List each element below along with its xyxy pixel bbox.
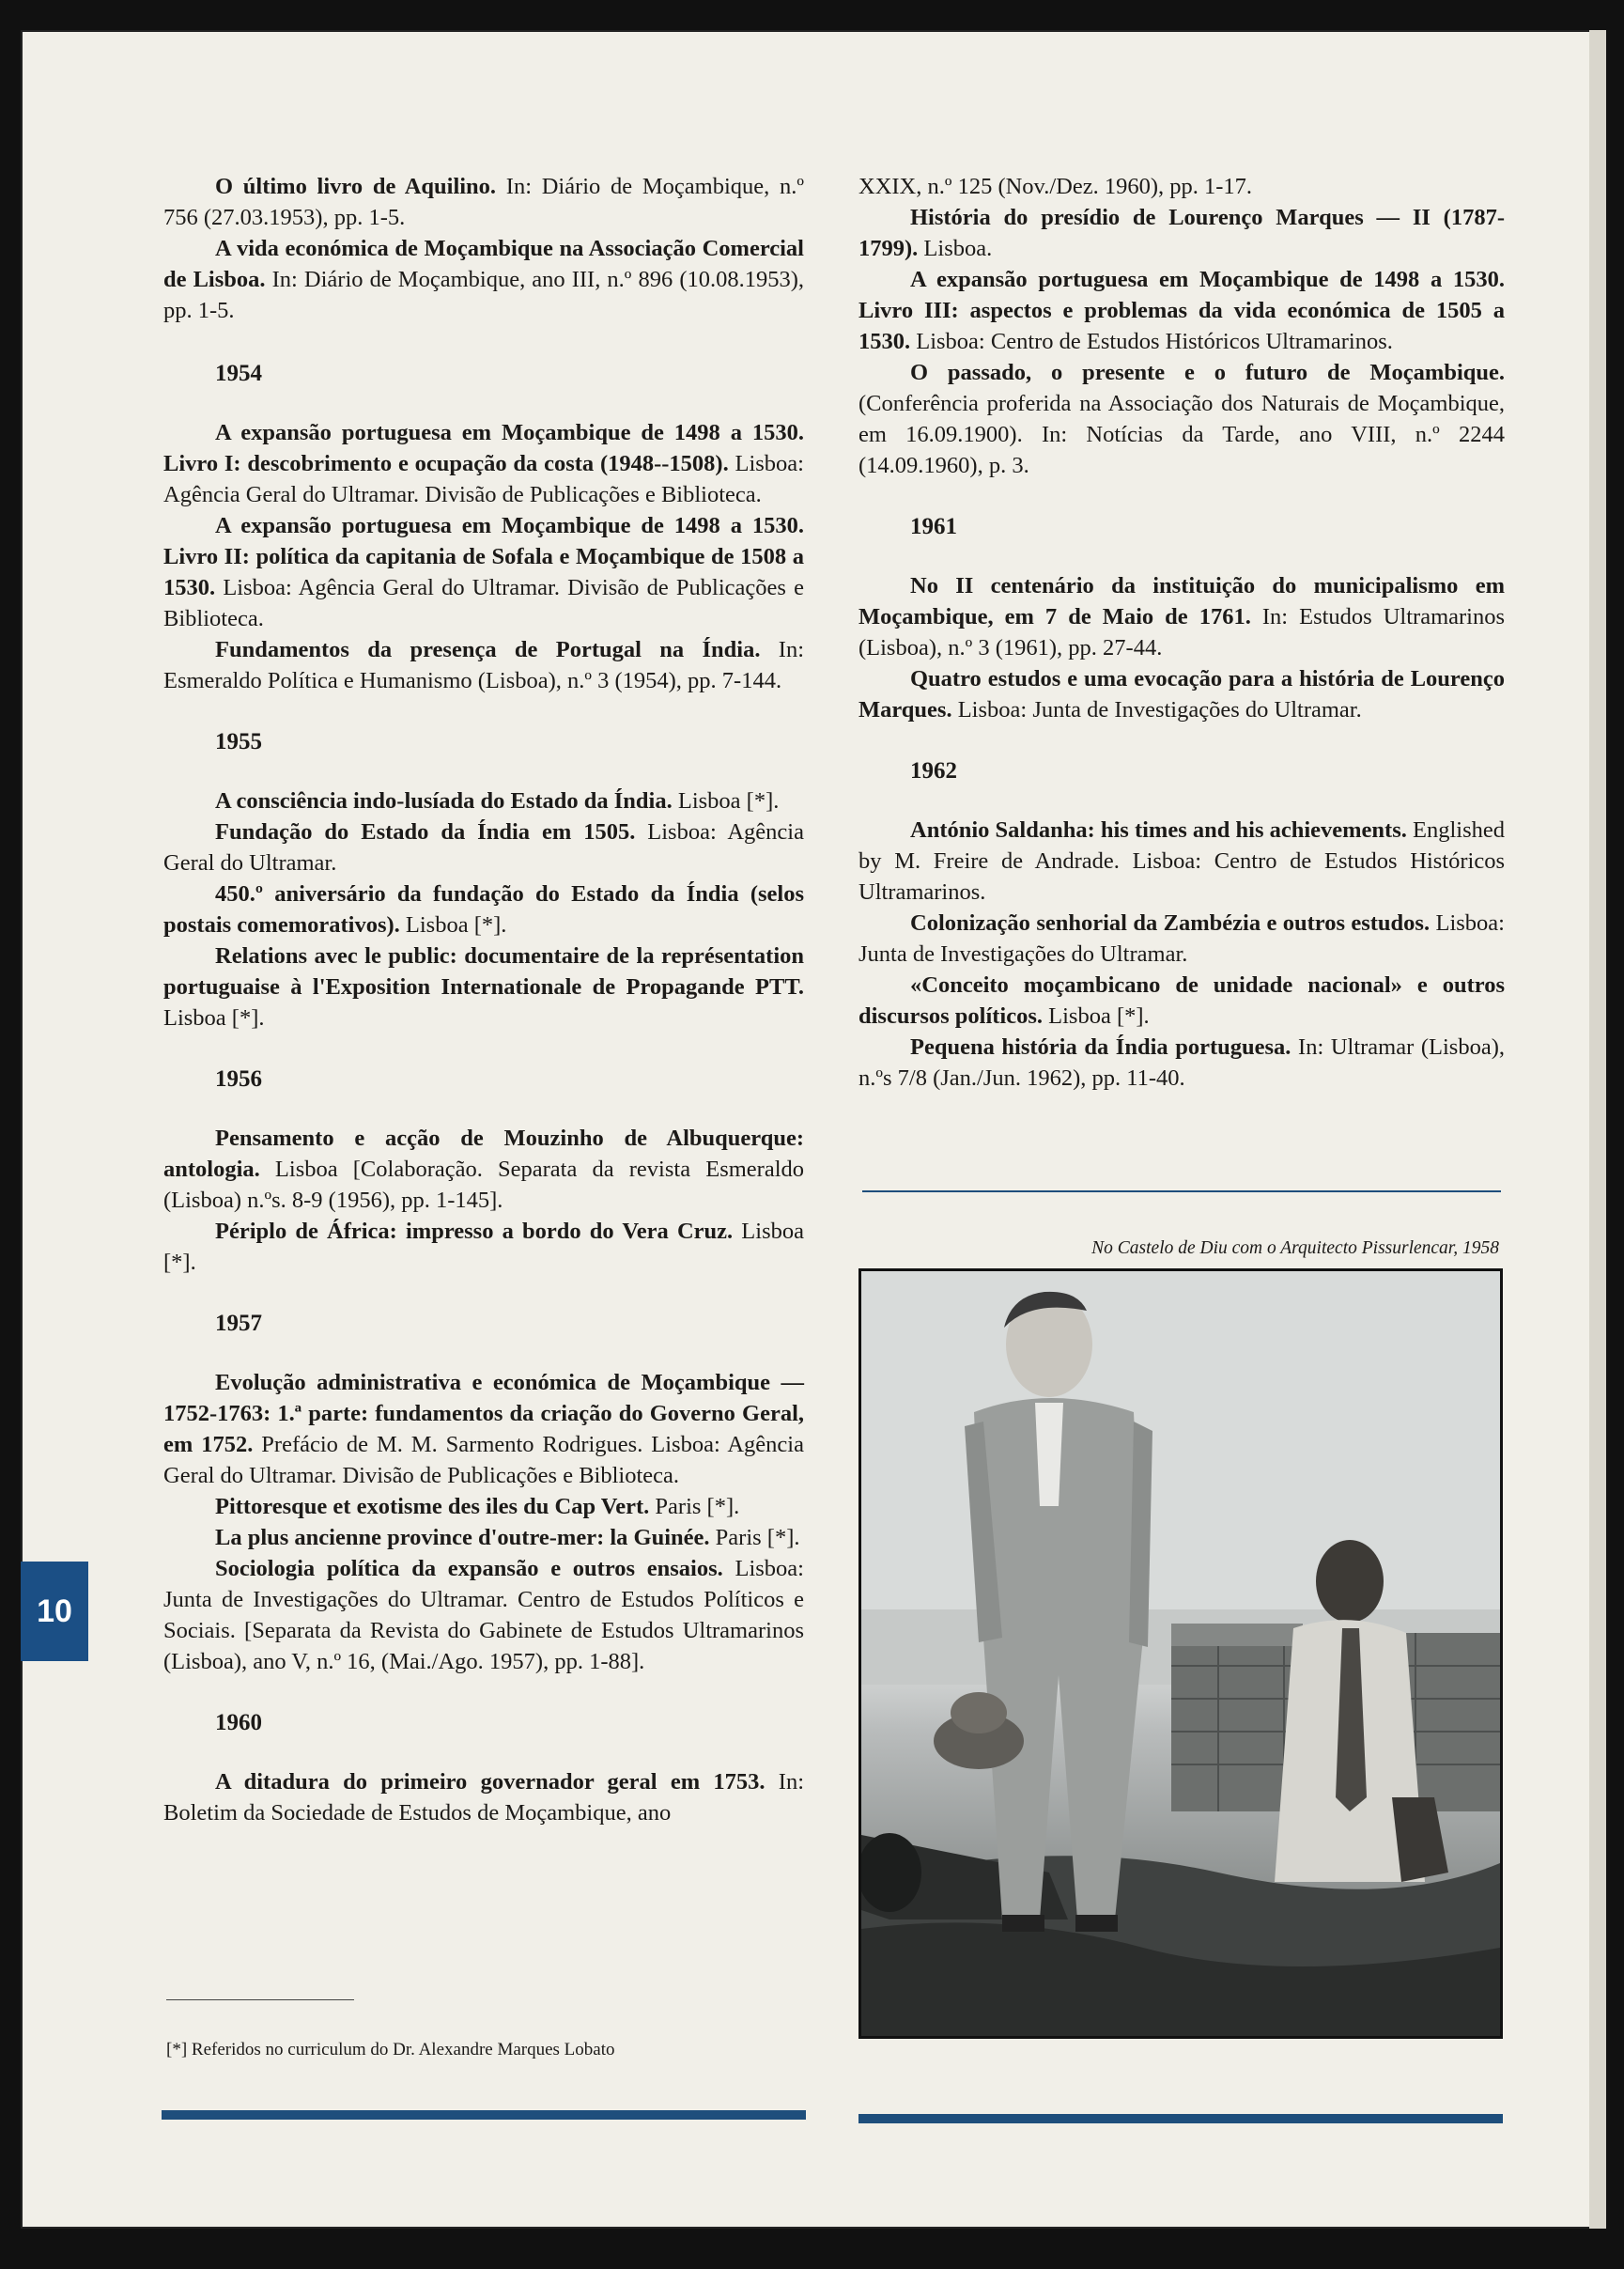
- bibliography-entry: [858, 908, 1505, 970]
- entry-details: Paris [*].: [649, 1494, 740, 1519]
- entry-title: Evolução administrativa e económica de Moçambique — 1752-1763: 1.ª parte: fundamentos da criação do Governo Geral, em 1752.: [163, 1370, 804, 1457]
- entry-title: Sociologia política da expansão e outros ensaios.: [215, 1556, 723, 1581]
- year-heading: 1955: [215, 729, 262, 754]
- bibliography-entry: [163, 816, 804, 878]
- entry-details: Lisboa: Junta de Investigações do Ultramar. Centro de Estudos Políticos e Sociais. [Separata da Revista do Gabinete de Estudos Ultramarinos (Lisboa), ano V, n.º 16, (Mai./Ago. 1957), pp. 1-88].: [163, 1556, 804, 1674]
- photo-illustration: [861, 1271, 1500, 2036]
- entry-details: In: Esmeraldo Política e Humanismo (Lisboa), n.º 3 (1954), pp. 7-144.: [163, 637, 805, 693]
- bibliography-entry: [858, 357, 1505, 481]
- photograph: [858, 1268, 1503, 2039]
- entry-details: Lisboa [Colaboração. Separata da revista Esmeraldo (Lisboa) n.ºs. 8-9 (1956), pp. 1-145].: [163, 1157, 804, 1213]
- entry-title: La plus ancienne province d'outre-mer: la Guinée.: [215, 1525, 710, 1550]
- entry-title: A expansão portuguesa em Moçambique de 1498 a 1530. Livro III: aspectos e problemas da vida económica de 1505 a 1530.: [858, 267, 1505, 354]
- footnote: [*] Referidos no curriculum do Dr. Alexandre Marques Lobato: [166, 2040, 615, 2059]
- entry-title: 450.º aniversário da fundação do Estado da Índia (selos postais comemorativos).: [163, 881, 804, 938]
- bibliography-entry: [163, 878, 804, 940]
- bottom-accent-bar-left: [162, 2110, 806, 2120]
- entry-details: Lisboa [*].: [1043, 1003, 1150, 1029]
- entry-details: In: Diário de Moçambique, n.º 756 (27.03.1953), pp. 1-5.: [163, 174, 804, 230]
- bibliography-entry: [858, 815, 1505, 908]
- year-heading: 1954: [215, 361, 262, 386]
- bibliography-entry: [163, 940, 804, 1033]
- bibliography-entry: [163, 171, 804, 233]
- page-number-tab: 10: [21, 1562, 88, 1661]
- entry-details: Lisboa: Agência Geral do Ultramar. Divisão de Publicações e Biblioteca.: [163, 575, 804, 631]
- year-heading: 1962: [910, 758, 957, 784]
- entry-details: Lisboa: Junta de Investigações do Ultramar.: [951, 697, 1362, 723]
- entry-details: Lisboa: Agência Geral do Ultramar.: [163, 819, 804, 876]
- bibliography-entry: [858, 202, 1505, 264]
- bibliography-entry: [858, 970, 1505, 1032]
- entry-details: Lisboa: Junta de Investigações do Ultramar.: [858, 910, 1505, 967]
- entry-details: Lisboa [*].: [399, 912, 507, 938]
- left-column: [163, 171, 804, 1828]
- entry-title: Fundação do Estado da Índia em 1505.: [215, 819, 636, 845]
- bibliography-entry: [858, 1032, 1505, 1094]
- year-heading: 1961: [910, 514, 957, 539]
- bottom-accent-bar-right: [858, 2114, 1503, 2123]
- bibliography-entry: [163, 1216, 804, 1278]
- bibliography-entry: [858, 570, 1505, 663]
- bibliography-entry: [163, 1553, 804, 1677]
- entry-title: O último livro de Aquilino.: [215, 174, 497, 199]
- bibliography-entry: [858, 264, 1505, 357]
- entry-title: Fundamentos da presença de Portugal na Índia.: [215, 637, 761, 662]
- bibliography-continuation: XXIX, n.º 125 (Nov./Dez. 1960), pp. 1-17.: [858, 174, 1253, 199]
- entry-details: Lisboa [*].: [163, 1005, 265, 1031]
- bibliography-entry: [163, 634, 804, 696]
- entry-details: Lisboa.: [918, 236, 993, 261]
- entry-title: A vida económica de Moçambique na Associação Comercial de Lisboa.: [163, 236, 804, 292]
- page-edge: [1589, 30, 1606, 2229]
- right-column: [858, 171, 1505, 1094]
- entry-details: In: Ultramar (Lisboa), n.ºs 7/8 (Jan./Jun. 1962), pp. 11-40.: [858, 1034, 1505, 1091]
- entry-details: Lisboa [*].: [163, 1219, 804, 1275]
- bibliography-entry: [163, 1123, 804, 1216]
- entry-title: O passado, o presente e o futuro de Moçambique.: [910, 360, 1505, 385]
- entry-title: A expansão portuguesa em Moçambique de 1498 a 1530. Livro II: política da capitania de Sofala e Moçambique de 1508 a 1530.: [163, 513, 804, 600]
- bibliography-entry: [163, 1367, 804, 1491]
- entry-title: Quatro estudos e uma evocação para a história de Lourenço Marques.: [858, 666, 1505, 723]
- entry-title: A consciência indo-lusíada do Estado da Índia.: [215, 788, 673, 814]
- entry-details: Lisboa [*].: [672, 788, 780, 814]
- entry-title: Relations avec le public: documentaire de la représentation portuguaise à l'Exposition Internationale de Propagande PTT.: [163, 943, 804, 1000]
- entry-title: A ditadura do primeiro governador geral em 1753.: [215, 1769, 766, 1795]
- bibliography-entry: [163, 1491, 804, 1522]
- entry-details: In: Estudos Ultramarinos (Lisboa), n.º 3 (1961), pp. 27-44.: [858, 604, 1505, 660]
- bibliography-entry: [163, 1766, 804, 1828]
- entry-details: In: Diário de Moçambique, ano III, n.º 896 (10.08.1953), pp. 1-5.: [163, 267, 805, 323]
- entry-details: In: Boletim da Sociedade de Estudos de Moçambique, ano: [163, 1769, 804, 1826]
- bibliography-entry: [163, 785, 804, 816]
- year-heading: 1956: [215, 1066, 262, 1092]
- bibliography-entry: [163, 417, 804, 510]
- entry-title: Pittoresque et exotisme des iles du Cap Vert.: [215, 1494, 650, 1519]
- photo-caption: No Castelo de Diu com o Arquitecto Pissurlencar, 1958: [1091, 1238, 1499, 1258]
- bibliography-entry: [163, 510, 804, 634]
- footnote-rule: [166, 1999, 354, 2000]
- entry-details: Englished by M. Freire de Andrade. Lisboa: Centro de Estudos Históricos Ultramarinos.: [858, 817, 1506, 905]
- entry-title: História do presídio de Lourenço Marques — II (1787-1799).: [858, 205, 1505, 261]
- page: [21, 30, 1606, 2229]
- entry-title: Pensamento e acção de Mouzinho de Albuquerque: antologia.: [163, 1126, 804, 1182]
- column-separator-rule: [862, 1190, 1501, 1192]
- year-heading: 1960: [215, 1710, 262, 1735]
- entry-details: (Conferência proferida na Associação dos Naturais de Moçambique, em 16.09.1900). In: Notícias da Tarde, ano VIII, n.º 2244 (14.09.1960), p. 3.: [858, 391, 1505, 478]
- entry-title: Périplo de África: impresso a bordo do Vera Cruz.: [215, 1219, 734, 1244]
- entry-details: Paris [*].: [709, 1525, 800, 1550]
- entry-details: Prefácio de M. M. Sarmento Rodrigues. Lisboa: Agência Geral do Ultramar. Divisão de Publicações e Biblioteca.: [163, 1432, 804, 1488]
- bibliography-entry: [163, 233, 804, 326]
- bibliography-entry: [163, 1522, 804, 1553]
- entry-title: Colonização senhorial da Zambézia e outros estudos.: [910, 910, 1431, 936]
- entry-details: Lisboa: Centro de Estudos Históricos Ultramarinos.: [910, 329, 1393, 354]
- entry-details: Lisboa: Agência Geral do Ultramar. Divisão de Publicações e Biblioteca.: [163, 451, 804, 507]
- entry-title: «Conceito moçambicano de unidade nacional» e outros discursos políticos.: [858, 972, 1505, 1029]
- entry-title: Pequena história da Índia portuguesa.: [910, 1034, 1291, 1060]
- entry-title: António Saldanha: his times and his achievements.: [910, 817, 1407, 843]
- entry-title: A expansão portuguesa em Moçambique de 1498 a 1530. Livro I: descobrimento e ocupação da costa (1948--1508).: [163, 420, 804, 476]
- year-heading: 1957: [215, 1311, 262, 1336]
- entry-title: No II centenário da instituição do municipalismo em Moçambique, em 7 de Maio de 1761.: [858, 573, 1505, 629]
- bibliography-entry: [858, 663, 1505, 725]
